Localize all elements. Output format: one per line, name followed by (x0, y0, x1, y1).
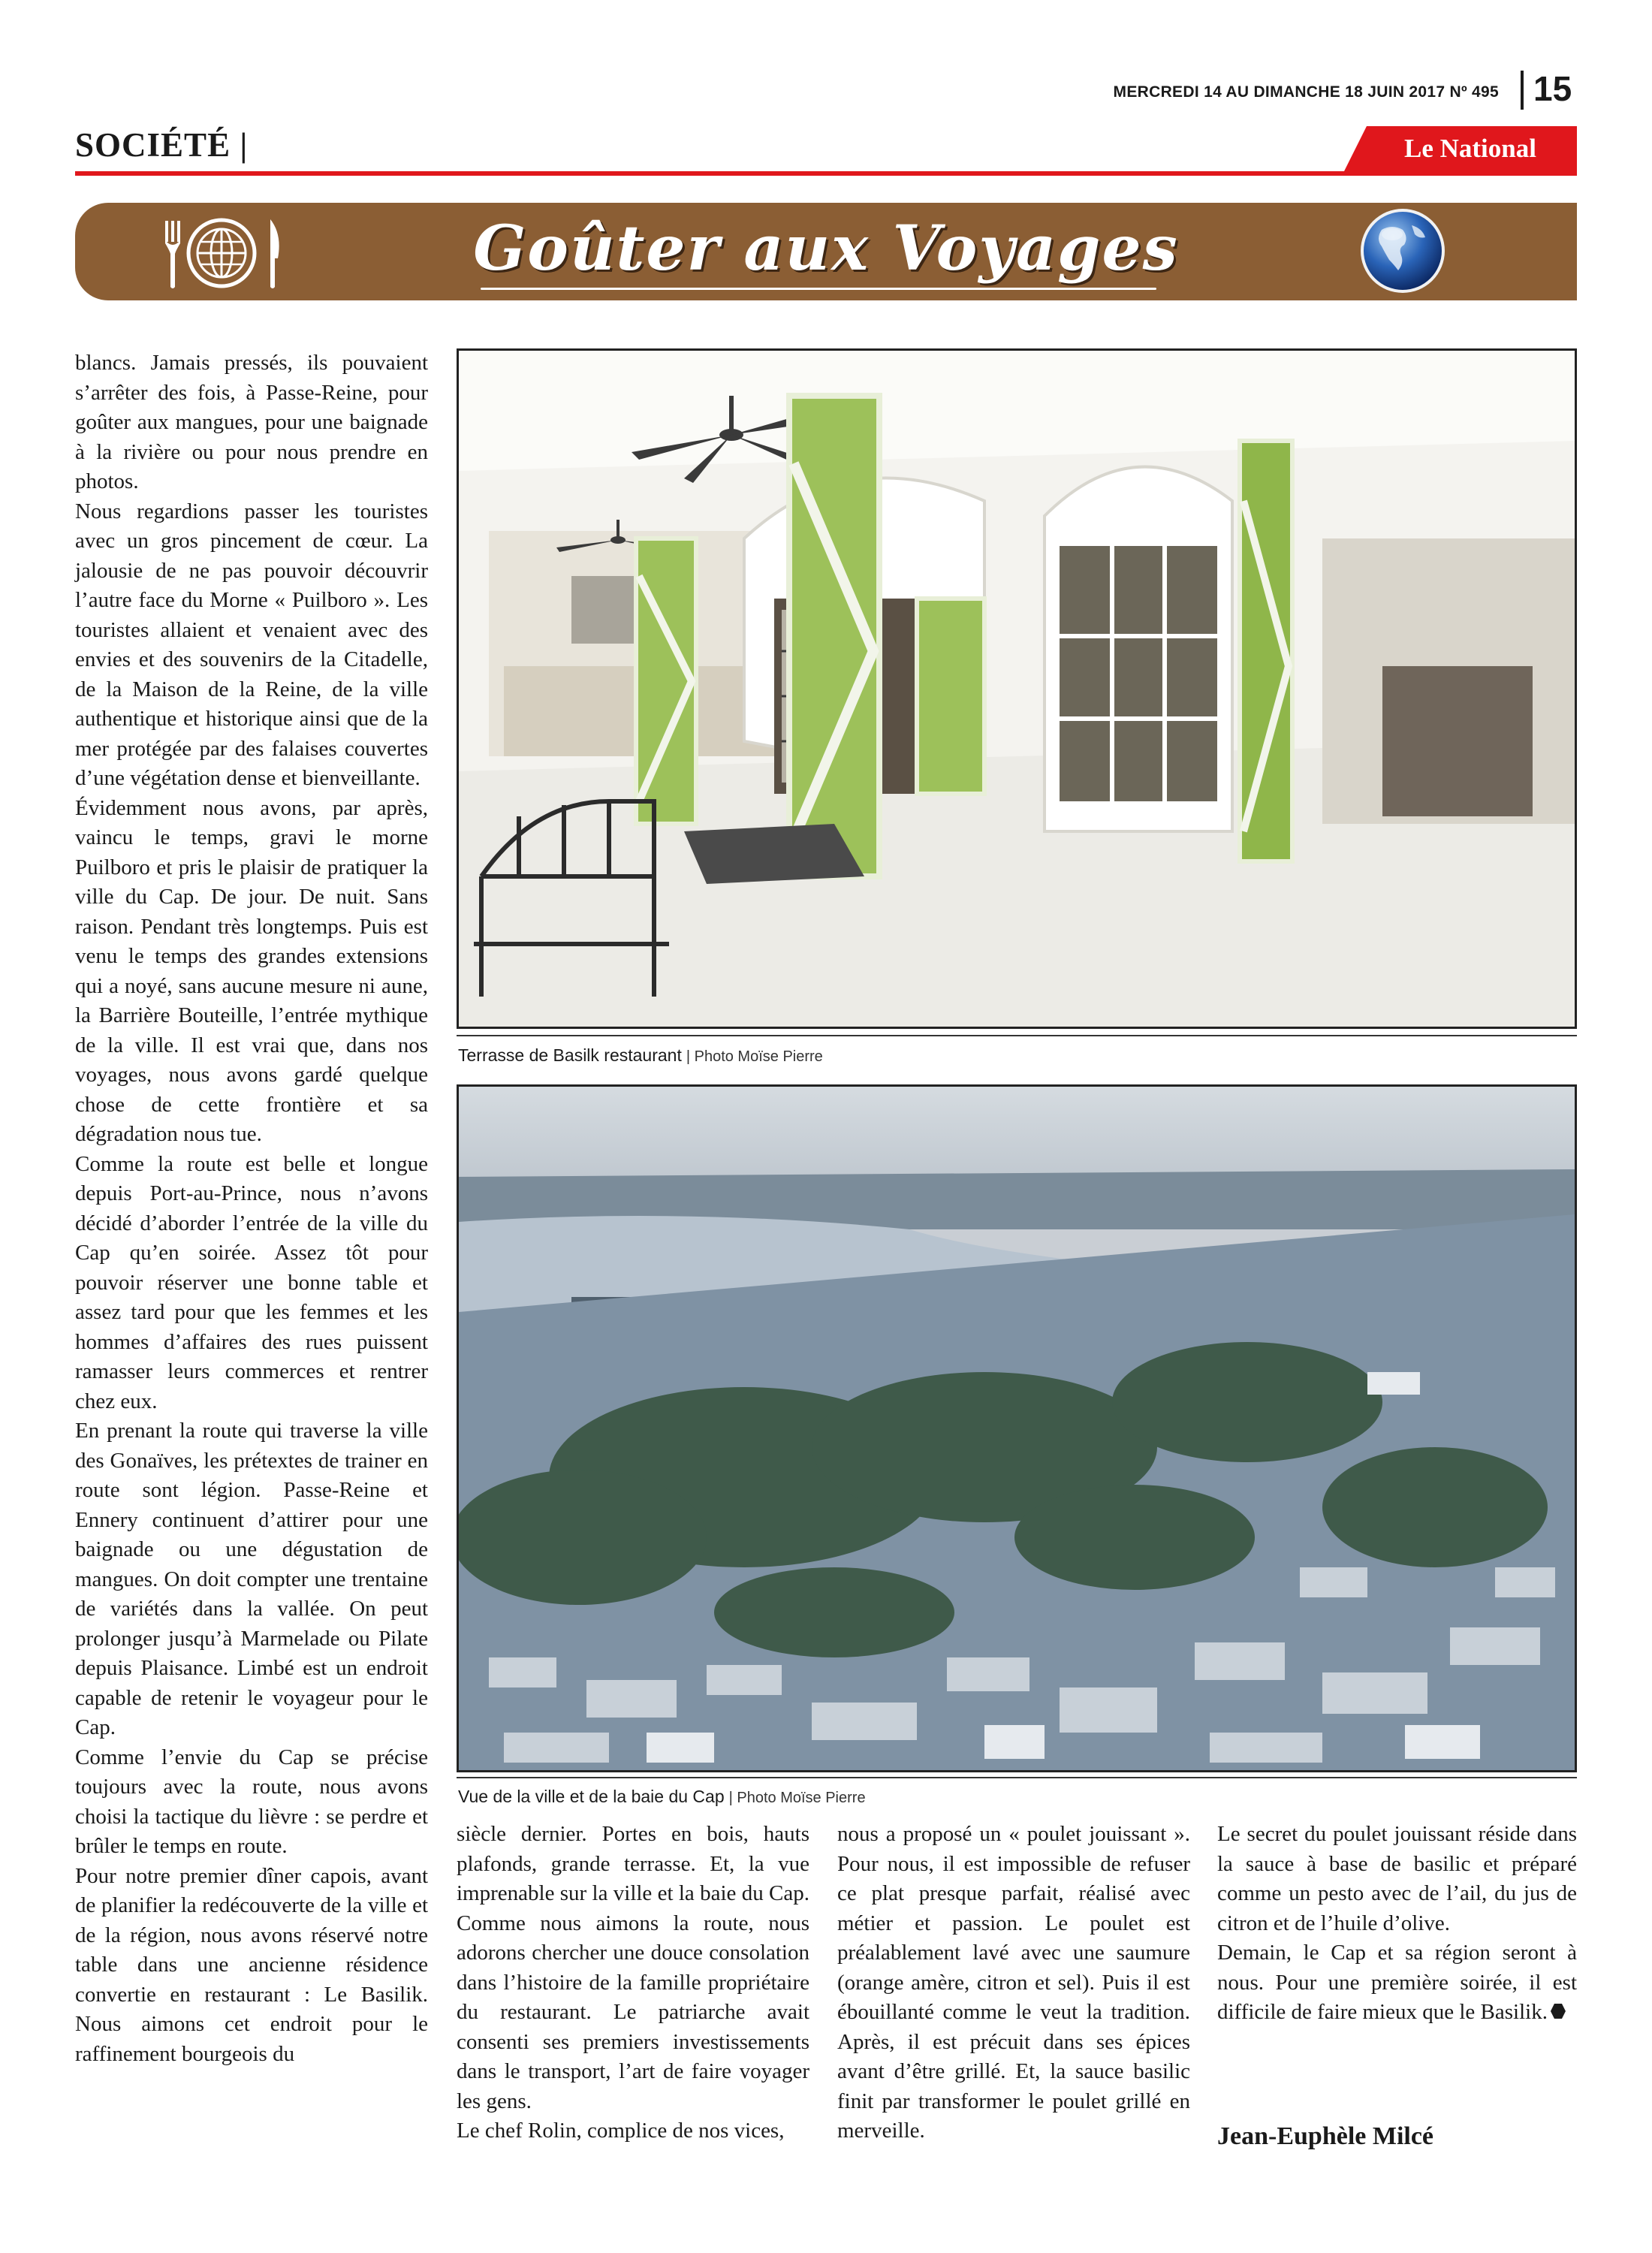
page-number: 15 (1533, 69, 1572, 108)
paragraph: Comme la route est belle et longue depuis Port-au-Prince, nous n’avons décidé d’aborder l’entrée de la ville du Cap qu’en soirée. Assez tôt pour pouvoir réserver une bonne table et assez tard pour que les femmes et les hommes d’affaires des rues puissent ramasser leurs commerces et rentrer chez eux. (75, 1151, 428, 1413)
issue-date: MERCREDI 14 AU DIMANCHE 18 JUIN 2017 Nº 495 (1113, 83, 1499, 101)
article-column-1 (75, 348, 428, 2069)
article-column-3 (837, 1820, 1190, 2146)
article-column-4 (1217, 1820, 1577, 2028)
header-divider (1521, 71, 1524, 110)
paragraph: En prenant la route qui traverse la ville des Gonaïves, les prétextes de trainer en route sont légion. Passe-Reine et Ennery continuent d’attirer pour une baignade ou une dégustation de mangues. On doit compter une trentaine de variétés dans la vallée. On peut prolonger jusqu’à Marmelade ou Pilate depuis Plaisance. Limbé est un endroit capable de retenir le voyageur pour le Cap. (75, 1419, 428, 1739)
article-column-2 (457, 1820, 809, 2146)
paragraph: Comme l’envie du Cap se précise toujours avec la route, nous avons choisi la tactique du lièvre : se perdre et brûler le temps en route. (75, 1745, 428, 1858)
paragraph: Le secret du poulet jouissant réside dans la sauce à base de basilic et préparé comme un pesto avec de l’ail, du jus de citron et de l’huile d’olive. (1217, 1822, 1577, 1935)
banner-title-underline (481, 288, 1156, 290)
paragraph: siècle dernier. Portes en bois, hauts plafonds, grande terrasse. Et, la vue imprenable sur la ville et la baie du Cap. Comme nous aimons la route, nous adorons chercher une douce consolation dans l’histoire de la famille propriétaire du restaurant. Le patriarche avait consenti ses premiers investissements dans le transport, l’art de faire voyager les gens. (457, 1822, 809, 2113)
paragraph: blancs. Jamais pressés, ils pouvaient s’arrêter des fois, à Passe-Reine, pour goûter aux mangues, pour une baignade à la rivière ou pour nous prendre en photos. (75, 351, 428, 493)
author-byline: Jean-Euphèle Milcé (1217, 2122, 1434, 2150)
paragraph: Évidemment nous avons, par après, vaincu le temps, gravi le morne Puilboro et pris le plaisir de pratiquer la ville du Cap. De jour. De nuit. Sans raison. Pendant très longtemps. Puis est venu le temps des grandes extensions qui a noyé, sans aucune mesure ni aune, la Barrière Bouteille, l’entrée mythique de la ville. Il est vrai que, dans nos voyages, nous avons gardé quelque chose de cette frontière et sa dégradation nous tue. (75, 795, 428, 1146)
paragraph: Nous regardions passer les touristes avec un gros pincement de cœur. La jalousie de ne pas pouvoir découvrir l’autre face du Morne « Puilboro ». Les touristes allaient et venaient avec des envies et des souvenirs de la Citadelle, de la Maison de la Reine, de la ville authentique et historique ainsi que de la mer protégée par des falaises couvertes d’une végétation dense et bienveillante. (75, 499, 428, 790)
paragraph: Pour notre premier dîner capois, avant de planifier la redécouverte de la ville et de la région, nous avons réservé notre table dans une ancienne résidence convertie en restaurant : Le Basilik. Nous aimons cet endroit pour le raffinement bourgeois du (75, 1863, 428, 2066)
photo-caption-terrace (458, 1044, 823, 1068)
photo-city-bay (457, 1084, 1577, 1772)
photo-credit: | Photo Moïse Pierre (728, 1790, 866, 1806)
paragraph: nous a proposé un « poulet jouissant ». Pour nous, il est impossible de refuser ce plat presque parfait, réalisé avec métier et passion. Le poulet est préalablement lavé avec une saumure (orange amère, citron et sel). Puis il est ébouillanté comme le veut la tradition. Après, il est précuit dans ses épices avant d’être grillé. Et, la sauce basilic finit par transformer le poulet grillé en merveille. (837, 1822, 1190, 2143)
end-of-article-icon (1551, 2004, 1566, 2019)
caption-rule (457, 1035, 1577, 1036)
terrace-illustration (459, 351, 1575, 1027)
brand-name: Le National (1404, 134, 1536, 163)
photo-caption-city (458, 1785, 866, 1809)
paragraph: Le chef Rolin, complice de nos vices, (457, 2119, 785, 2143)
section-title: SOCIÉTÉ | (75, 126, 249, 164)
paragraph-text: Demain, le Cap et sa région seront à nous. Pour une première soirée, il est difficile de faire mieux que le Basilik. (1217, 1941, 1577, 2024)
caption-text: Terrasse de Basilk restaurant (458, 1045, 682, 1065)
globe-icon (1359, 207, 1446, 294)
caption-text: Vue de la ville et de la baie du Cap (458, 1787, 725, 1806)
banner-title: Goûter aux Voyages (473, 213, 1179, 285)
caption-rule (457, 1777, 1577, 1778)
photo-terrace (457, 348, 1577, 1029)
city-bay-illustration (459, 1087, 1575, 1770)
paragraph (1217, 1938, 1577, 2028)
photo-credit: | Photo Moïse Pierre (686, 1048, 823, 1065)
section-rule (75, 171, 1577, 176)
